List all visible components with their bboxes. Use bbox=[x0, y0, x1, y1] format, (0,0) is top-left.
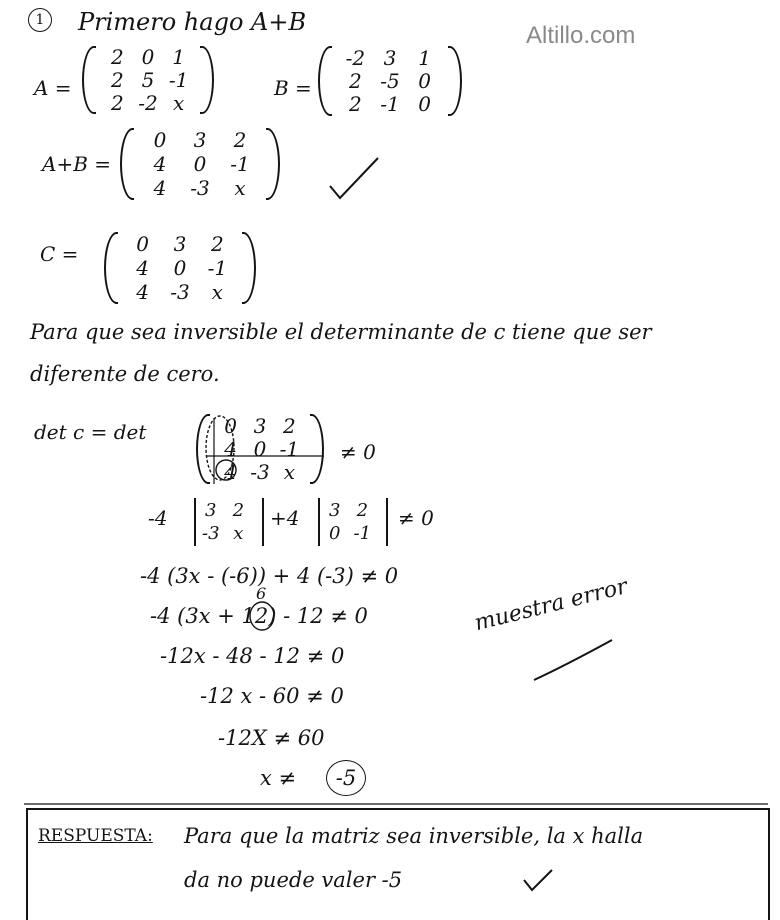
step-4-superscript: 6 bbox=[256, 584, 267, 603]
matrix-cell: 0 bbox=[173, 256, 187, 280]
matrix-cell: -1 bbox=[207, 256, 228, 280]
expansion-coef-2: +4 bbox=[270, 506, 300, 530]
minor-cell: x bbox=[233, 523, 244, 544]
matrix-cell: 4 bbox=[136, 280, 150, 304]
minor-cell: 3 bbox=[329, 500, 341, 521]
matrix-cell: 4 bbox=[153, 152, 167, 176]
expansion-tail: ≠ 0 bbox=[398, 506, 434, 530]
step-8-circled: -5 bbox=[326, 760, 366, 796]
matrix-cell: 2 bbox=[210, 232, 224, 256]
matrix-cell: x bbox=[211, 280, 223, 304]
matrix-c-label: C = bbox=[40, 242, 79, 266]
matrix-cell: 0 bbox=[253, 436, 267, 461]
checkmark-icon bbox=[330, 158, 378, 198]
explanation-line-1: Para que sea inversible el determinante de c tiene que ser bbox=[30, 320, 652, 344]
matrix-cell: -1 bbox=[279, 436, 300, 461]
heading: Primero hago A+B bbox=[78, 8, 307, 36]
matrix-cell: -3 bbox=[190, 176, 210, 200]
matrix-cell: -5 bbox=[380, 68, 400, 93]
watermark: Altillo.com bbox=[526, 22, 636, 49]
matrix-cell: 5 bbox=[141, 67, 155, 92]
matrix-cell: -1 bbox=[380, 92, 400, 117]
step-7: -12X ≠ 60 bbox=[218, 726, 325, 750]
minor-cell: 3 bbox=[205, 500, 217, 521]
matrix-cell: 0 bbox=[193, 152, 207, 176]
minor-cell: -1 bbox=[353, 523, 372, 544]
matrix-cell: 0 bbox=[418, 92, 432, 117]
minor-cell: -3 bbox=[202, 523, 220, 544]
matrix-cell: 0 bbox=[141, 45, 155, 70]
matrix-cell: 2 bbox=[110, 67, 124, 92]
matrix-cell: 3 bbox=[253, 413, 267, 438]
margin-underline-stroke bbox=[534, 640, 612, 680]
matrix-cell: x bbox=[173, 90, 185, 115]
det-c-label: det c = det bbox=[34, 420, 147, 444]
matrix-cell: 1 bbox=[172, 45, 186, 70]
matrix-cell: 0 bbox=[136, 232, 150, 256]
matrix-cell: x bbox=[283, 460, 295, 485]
matrix-cell: 4 bbox=[224, 460, 238, 485]
matrix-cell: -2 bbox=[138, 90, 158, 115]
step-5: -12x - 48 - 12 ≠ 0 bbox=[160, 644, 345, 668]
explanation-line-2: diferente de cero. bbox=[30, 362, 220, 386]
matrix-cell: 2 bbox=[233, 128, 247, 152]
matrix-cell: -1 bbox=[230, 152, 250, 176]
matrix-cell: 2 bbox=[282, 413, 296, 438]
matrix-cell: 1 bbox=[418, 45, 432, 70]
step-8-prefix: x ≠ bbox=[260, 766, 297, 790]
matrix-cell: 2 bbox=[348, 92, 362, 117]
margin-note: muestra error bbox=[472, 574, 631, 637]
minor-cell: 0 bbox=[329, 523, 341, 544]
matrix-cell: -3 bbox=[250, 460, 270, 485]
matrix-cell: 3 bbox=[173, 232, 187, 256]
matrix-a-label: A = bbox=[34, 76, 72, 100]
matrix-cell: 3 bbox=[383, 45, 397, 70]
matrix-cell: 4 bbox=[136, 256, 150, 280]
matrix-cell: 3 bbox=[193, 128, 207, 152]
matrix-cell: 4 bbox=[224, 436, 238, 461]
answer-checkmark-icon bbox=[524, 870, 552, 890]
matrix-cell: 4 bbox=[153, 176, 167, 200]
matrix-cell: 0 bbox=[153, 128, 167, 152]
matrix-cell: -1 bbox=[168, 67, 189, 92]
step-4: -4 (3x + 12) - 12 ≠ 0 bbox=[150, 604, 368, 628]
det-neq-zero: ≠ 0 bbox=[340, 440, 376, 464]
minor-cell: 2 bbox=[232, 500, 245, 521]
matrix-cell: -2 bbox=[345, 45, 366, 70]
answer-line-1: Para que la matriz sea inversible, la x halla bbox=[184, 824, 644, 848]
matrix-cell: x bbox=[234, 176, 246, 200]
step-3: -4 (3x - (-6)) + 4 (-3) ≠ 0 bbox=[140, 564, 399, 588]
expansion-coef-1: -4 bbox=[148, 506, 168, 530]
matrix-cell: 2 bbox=[110, 45, 124, 70]
step-number: 1 bbox=[28, 8, 52, 32]
cofactor-circle-icon bbox=[206, 416, 234, 480]
answer-label: RESPUESTA: bbox=[38, 826, 153, 846]
circled-number-icon bbox=[250, 602, 274, 630]
minor-cell: 2 bbox=[356, 500, 369, 521]
answer-line-2: da no puede valer -5 bbox=[184, 868, 403, 892]
matrix-sum-label: A+B = bbox=[42, 152, 112, 176]
matrix-b-label: B = bbox=[274, 76, 312, 100]
matrix-cell: 0 bbox=[224, 413, 238, 438]
matrix-cell: 2 bbox=[110, 90, 124, 115]
matrix-cell: 2 bbox=[348, 68, 362, 93]
matrix-cell: -3 bbox=[170, 280, 190, 304]
matrix-cell: 0 bbox=[418, 68, 432, 93]
step-6: -12 x - 60 ≠ 0 bbox=[200, 684, 344, 708]
